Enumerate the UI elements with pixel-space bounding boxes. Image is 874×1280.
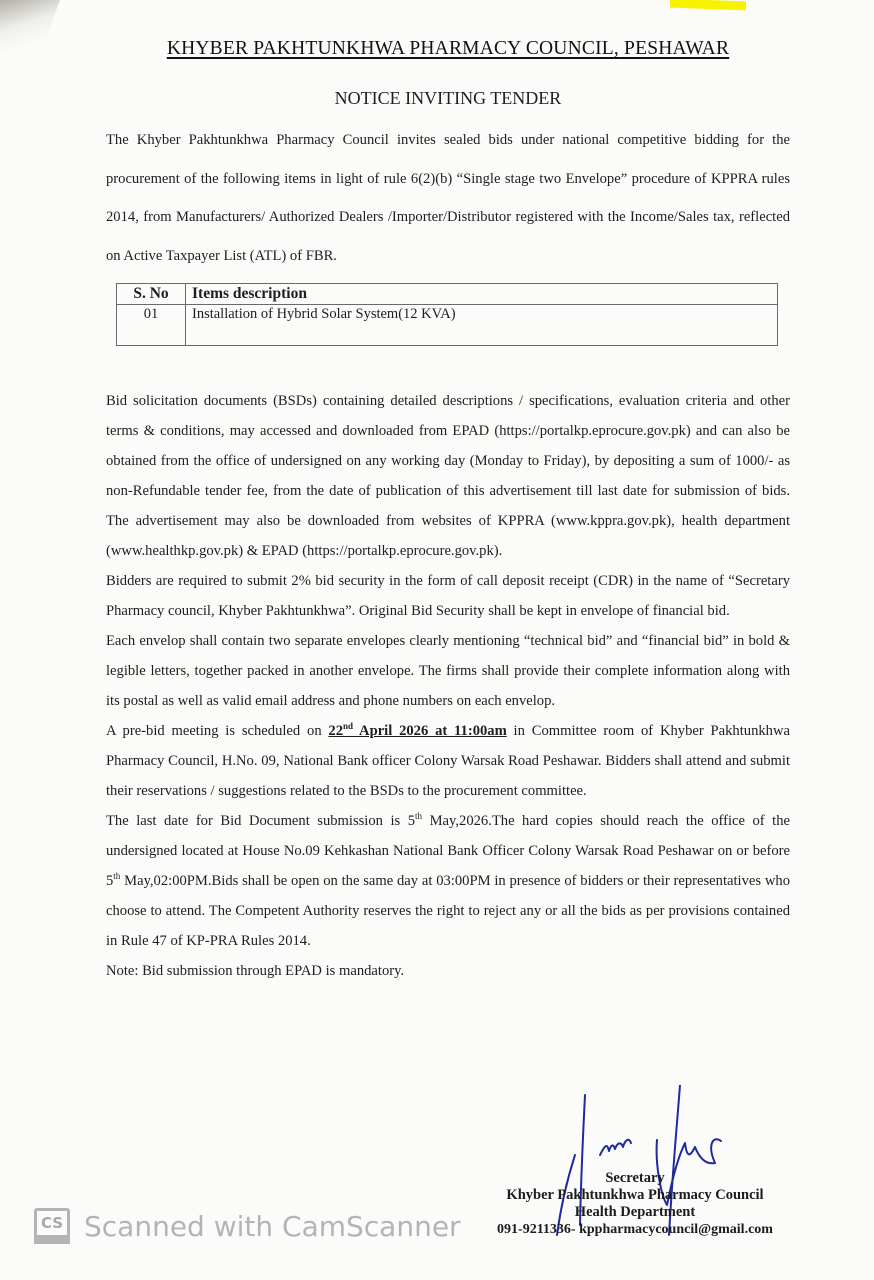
camscanner-text: Scanned with CamScanner	[84, 1209, 461, 1243]
table-header-row	[117, 284, 778, 305]
signatory-organization: Khyber Pakhtunkhwa Pharmacy Council	[506, 1187, 764, 1203]
signatory-contact: 091-9211336- kppharmacycouncil@gmail.com	[497, 1222, 773, 1237]
yellow-sticky-tab	[670, 0, 746, 10]
deadline-paragraph	[106, 806, 790, 956]
deadline-text-2: May,2026.The hard copies should reach the office of the undersigned located at House No.09 Kehkashan National Bank Officer Colony Warsak Road Peshawar on or before 5	[106, 813, 790, 889]
camscanner-watermark	[34, 1208, 461, 1244]
prebid-date-suffix: nd	[343, 721, 354, 732]
scan-edge-shadow	[0, 0, 60, 80]
deadline-sup-1: th	[415, 811, 423, 822]
items-table	[116, 283, 778, 346]
camscanner-logo-icon: CS	[34, 1208, 70, 1244]
envelope-paragraph: Each envelop shall contain two separate envelopes clearly mentioning “technical bid” and “financial bid” in bold & legible letters, together packed in another envelope. The firms shall provide their complete information along with its postal as well as valid email address and phone numbers on each envelop.	[106, 633, 790, 709]
signature-block	[470, 1170, 800, 1238]
cell-description: Installation of Hybrid Solar System(12 KVA)	[186, 305, 778, 346]
table-row	[117, 305, 778, 346]
deadline-text-3: May,02:00PM.Bids shall be open on the same day at 03:00PM in presence of bidders or their representatives who choose to attend. The Competent Authority reserves the right to reject any or all the bids as per provisions contained in Rule 47 of KP-PRA Rules 2014.	[106, 873, 790, 949]
prebid-date-rest: April 2026 at 11:00am	[353, 723, 507, 739]
prebid-date	[328, 723, 506, 739]
bid-security-paragraph: Bidders are required to submit 2% bid security in the form of call deposit receipt (CDR) in the name of “Secretary Pharmacy council, Khyber Pakhtunkhwa”. Original Bid Security shall be kept in envelope of financial bid.	[106, 573, 790, 619]
column-header-sno: S. No	[117, 284, 186, 305]
column-header-description: Items description	[186, 284, 778, 305]
organization-title: KHYBER PAKHTUNKHWA PHARMACY COUNCIL, PESHAWAR	[166, 38, 730, 59]
prebid-text-before: A pre-bid meeting is scheduled on	[106, 723, 329, 739]
tender-notice-page	[106, 38, 790, 986]
signatory-department: Health Department	[574, 1204, 696, 1220]
deadline-text-1: The last date for Bid Document submission is 5	[106, 813, 416, 829]
notice-title: NOTICE INVITING TENDER	[334, 88, 562, 108]
note-paragraph: Note: Bid submission through EPAD is mandatory.	[106, 963, 405, 979]
bsd-paragraph: Bid solicitation documents (BSDs) containing detailed descriptions / specifications, evaluation criteria and other terms & conditions, may accessed and downloaded from EPAD (https://portalkp.eprocure.gov.pk) and can also be obtained from the office of undersigned on any working day (Monday to Friday), by depositing a sum of 1000/- as non-Refundable tender fee, from the date of publication of this advertisement till last date for submission of bids. The advertisement may also be downloaded from websites of KPPRA (www.kppra.gov.pk), health department (www.healthkp.gov.pk) & EPAD (https://portalkp.eprocure.gov.pk).	[106, 393, 790, 559]
prebid-meeting-paragraph	[106, 716, 790, 806]
prebid-date-day: 22	[328, 723, 344, 739]
intro-paragraph: The Khyber Pakhtunkhwa Pharmacy Council invites sealed bids under national competitive bidding for the procurement of the following items in light of rule 6(2)(b) “Single stage two Envelope” procedure of KPPRA rules 2014, from Manufacturers/ Authorized Dealers /Importer/Distributor registered with the Income/Sales tax, reflected on Active Taxpayer List (ATL) of FBR.	[106, 132, 790, 264]
cell-sno: 01	[117, 305, 186, 346]
deadline-sup-2: th	[113, 871, 121, 882]
signatory-title: Secretary	[605, 1170, 665, 1186]
prebid-text-after: in Committee room of Khyber Pakhtunkhwa Pharmacy Council, H.No. 09, National Bank officer Colony Warsak Road Peshawar. Bidders shall attend and submit their reservations / suggestions related to the BSDs to the procurement committee.	[106, 723, 790, 799]
